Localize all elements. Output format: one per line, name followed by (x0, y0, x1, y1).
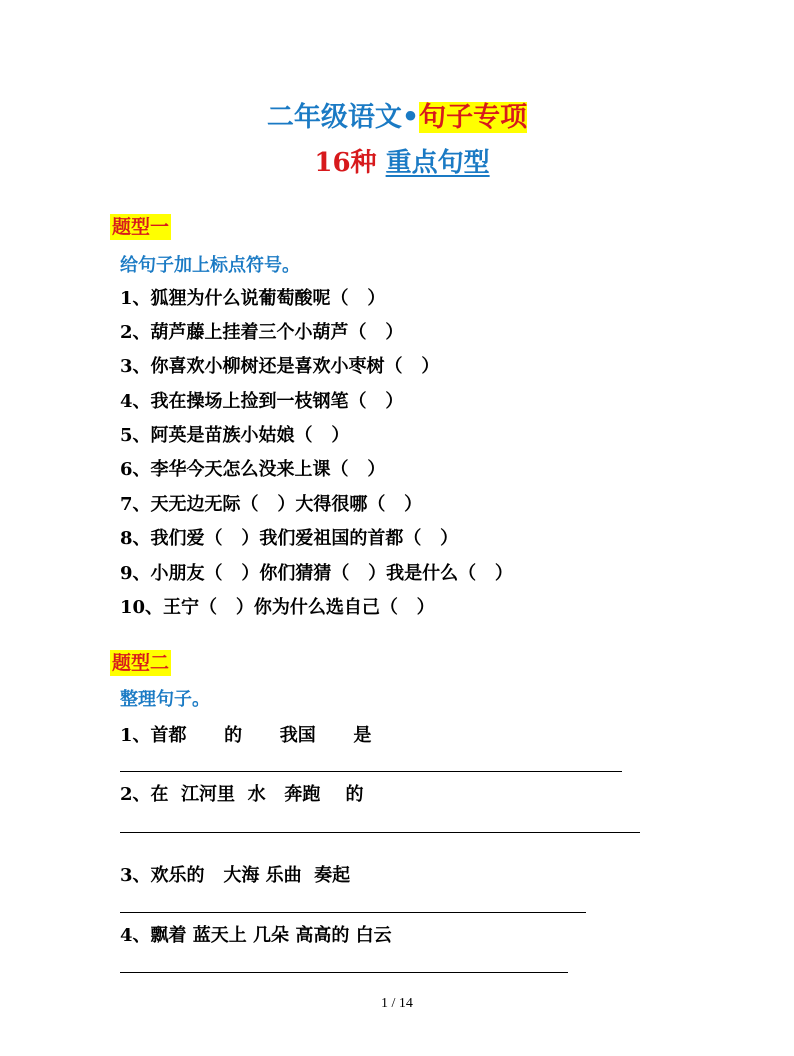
section2-instruction: 整理句子。 (120, 689, 210, 710)
section2-heading: 题型二 (112, 652, 170, 674)
answer-line (120, 912, 586, 913)
section2-item: 1、首都 的 我国 是 (120, 725, 372, 746)
section1-item: 8、我们爱（ ）我们爱祖国的首都（ ） (120, 528, 459, 549)
section2-item: 4、飘着 蓝天上 几朵 高高的 白云 (120, 925, 392, 946)
section1-item: 9、小朋友（ ）你们猜猜（ ）我是什么（ ） (120, 563, 513, 584)
answer-line (120, 972, 568, 973)
document-subtitle (0, 145, 794, 181)
subtitle-topic: 重点句型 (385, 148, 490, 178)
section1-item: 4、我在操场上捡到一枝钢笔（ ） (120, 391, 404, 412)
title-grade-subject: 二年级语文• (266, 102, 420, 133)
document-title (0, 100, 794, 136)
section1-instruction: 给句子加上标点符号。 (120, 255, 300, 276)
section1-item: 3、你喜欢小柳树还是喜欢小枣树（ ） (120, 356, 440, 377)
section1-heading: 题型一 (112, 216, 170, 238)
section1-item: 1、狐狸为什么说葡萄酸呢（ ） (120, 288, 386, 309)
section1-item: 5、阿英是苗族小姑娘（ ） (120, 425, 350, 446)
section1-item: 6、李华今天怎么没来上课（ ） (120, 459, 386, 480)
section1-item: 7、天无边无际（ ）大得很哪（ ） (120, 494, 423, 515)
section2-item: 3、欢乐的 大海 乐曲 奏起 (120, 865, 351, 886)
section1-item: 2、葫芦藤上挂着三个小葫芦（ ） (120, 322, 404, 343)
section1-item: 10、王宁（ ）你为什么选自己（ ） (120, 597, 435, 618)
answer-line (120, 832, 640, 833)
title-topic: 句子专项 (419, 102, 528, 133)
section2-item: 2、在 江河里 水 奔跑 的 (120, 784, 364, 805)
answer-line (120, 771, 622, 772)
page-number: 1 / 14 (381, 996, 413, 1011)
subtitle-count: 16种 (314, 148, 377, 178)
